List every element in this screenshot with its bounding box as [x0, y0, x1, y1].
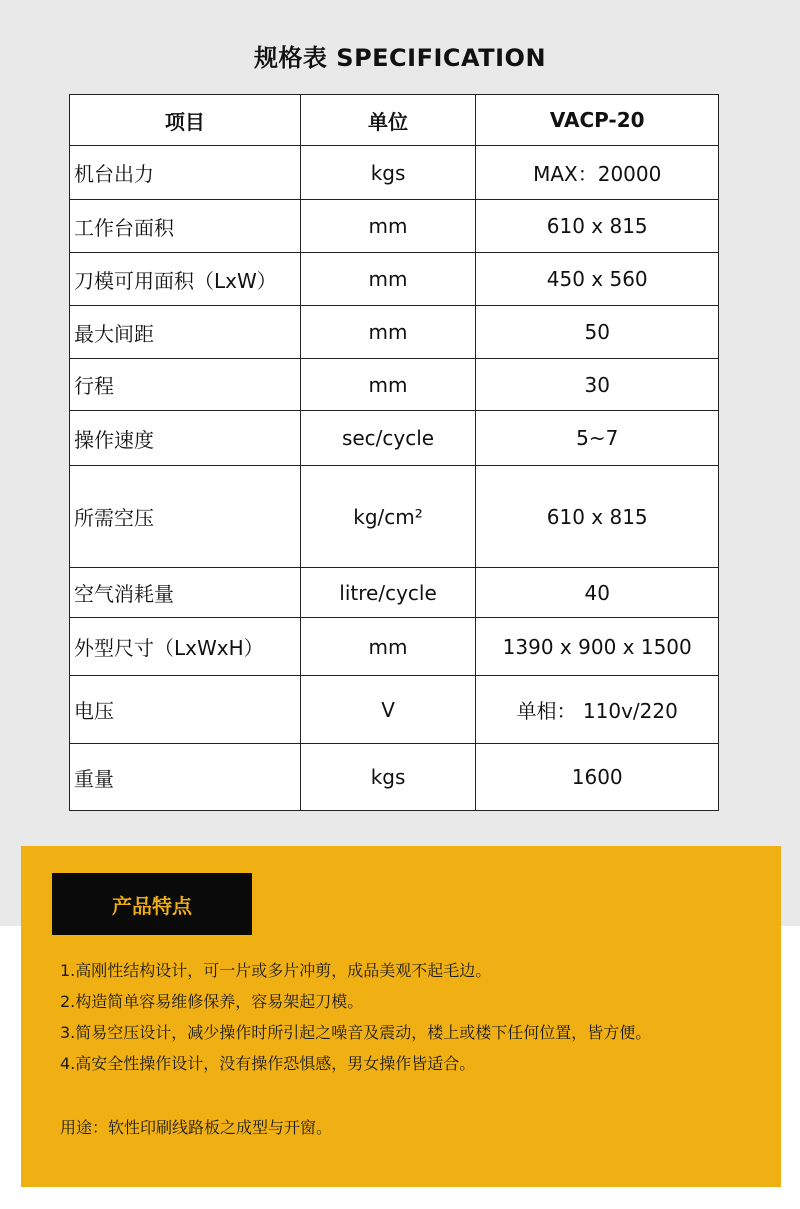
feature-item: 4.高安全性操作设计，没有操作恐惧感，男女操作皆适合。	[60, 1054, 476, 1073]
table-row	[70, 359, 719, 411]
row-value: 450 x 560	[476, 253, 719, 306]
row-unit: kgs	[300, 744, 476, 811]
row-unit: mm	[300, 200, 476, 253]
row-unit: V	[300, 676, 476, 744]
row-value: 610 x 815	[476, 200, 719, 253]
table-row	[70, 676, 719, 744]
row-label: 行程	[70, 359, 301, 411]
table-row	[70, 146, 719, 200]
table-row	[70, 306, 719, 359]
row-label: 机台出力	[70, 146, 301, 200]
page-title: 规格表 SPECIFICATION	[253, 44, 547, 72]
header-model: VACP-20	[476, 95, 719, 146]
row-label: 外型尺寸（LxWxH）	[70, 618, 301, 676]
table-header-row	[70, 95, 719, 146]
row-unit: mm	[300, 359, 476, 411]
row-unit: mm	[300, 253, 476, 306]
row-value: 50	[476, 306, 719, 359]
row-unit: mm	[300, 306, 476, 359]
feature-item: 1.高刚性结构设计，可一片或多片冲剪，成品美观不起毛边。	[60, 961, 492, 980]
row-label: 电压	[70, 676, 301, 744]
features-list	[60, 955, 760, 1079]
spec-table	[69, 94, 719, 811]
table-row	[70, 200, 719, 253]
table-row	[70, 618, 719, 676]
feature-item: 2.构造简单容易维修保养，容易架起刀模。	[60, 992, 364, 1011]
table-row	[70, 411, 719, 466]
row-label: 刀模可用面积（LxW）	[70, 253, 301, 306]
row-unit: litre/cycle	[300, 568, 476, 618]
table-row	[70, 744, 719, 811]
table-row	[70, 253, 719, 306]
row-unit: kg/cm²	[300, 466, 476, 568]
usage-text: 用途：软性印刷线路板之成型与开窗。	[60, 1118, 333, 1137]
row-value: 40	[476, 568, 719, 618]
row-value: 30	[476, 359, 719, 411]
row-value: 单相： 110v/220	[476, 676, 719, 744]
header-item: 项目	[70, 95, 301, 146]
row-value: 1390 x 900 x 1500	[476, 618, 719, 676]
row-label: 空气消耗量	[70, 568, 301, 618]
row-unit: mm	[300, 618, 476, 676]
row-label: 所需空压	[70, 466, 301, 568]
row-value: 610 x 815	[476, 466, 719, 568]
row-unit: kgs	[300, 146, 476, 200]
row-value: MAX：20000	[476, 146, 719, 200]
feature-item: 3.简易空压设计，减少操作时所引起之噪音及震动，楼上或楼下任何位置，皆方便。	[60, 1023, 652, 1042]
features-badge: 产品特点	[52, 873, 252, 935]
row-value: 5~7	[476, 411, 719, 466]
row-label: 重量	[70, 744, 301, 811]
table-row	[70, 568, 719, 618]
row-unit: sec/cycle	[300, 411, 476, 466]
row-label: 操作速度	[70, 411, 301, 466]
row-label: 最大间距	[70, 306, 301, 359]
table-row	[70, 466, 719, 568]
row-label: 工作台面积	[70, 200, 301, 253]
row-value: 1600	[476, 744, 719, 811]
header-unit: 单位	[300, 95, 476, 146]
